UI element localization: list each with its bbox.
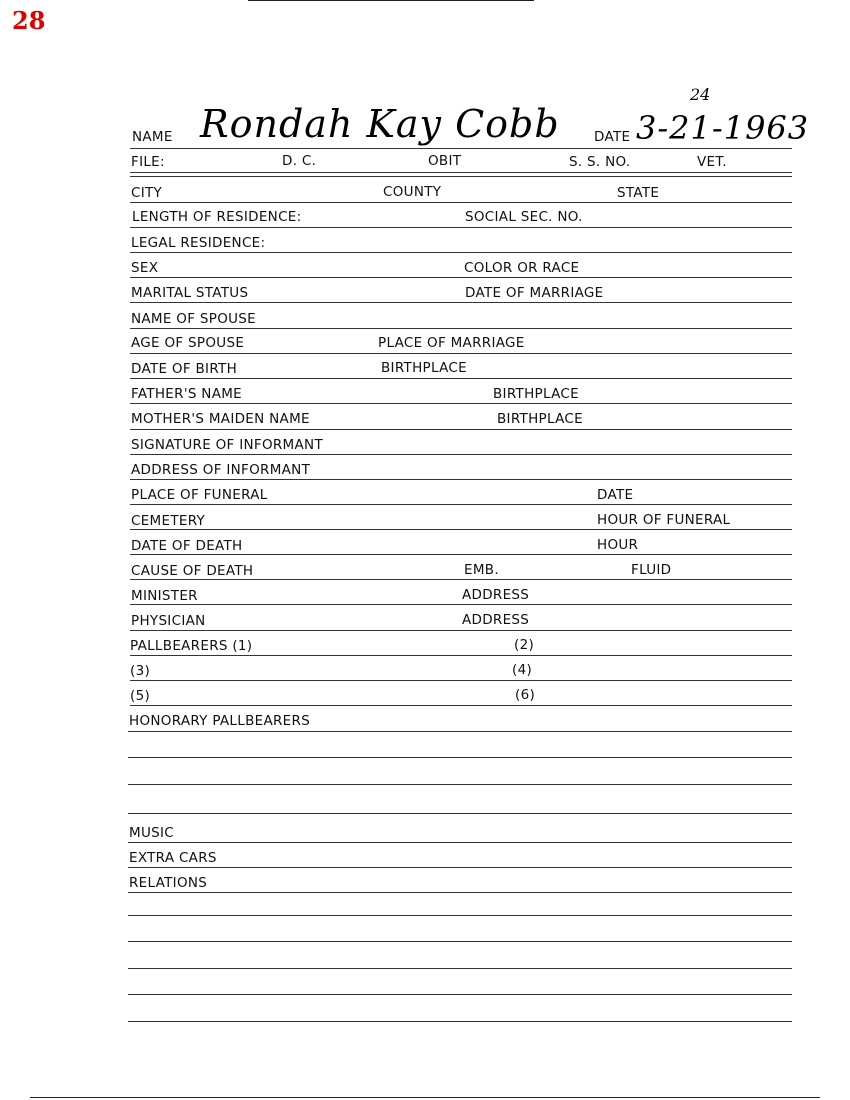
extra-cars-label: EXTRA CARS	[129, 850, 217, 866]
obit-label: OBIT	[428, 153, 462, 169]
dc-label: D. C.	[282, 153, 317, 169]
rule-relations-3	[128, 941, 792, 942]
social-sec-no-label: SOCIAL SEC. NO.	[465, 209, 583, 225]
rule-relations-5	[128, 994, 792, 995]
rule-mother	[130, 429, 792, 430]
place-of-marriage-label: PLACE OF MARRIAGE	[378, 335, 525, 351]
rule-pallbearers-3	[130, 680, 792, 681]
rule-relations-4	[128, 968, 792, 969]
father-birthplace-label: BIRTHPLACE	[493, 386, 579, 402]
funeral-date-label: DATE	[597, 487, 634, 503]
rule-pallbearers-1	[130, 655, 792, 656]
date-of-birth-label: DATE OF BIRTH	[131, 361, 238, 377]
rule-city	[130, 202, 792, 203]
rule-death-date	[130, 554, 792, 555]
sex-label: SEX	[131, 260, 159, 276]
hour-label: HOUR	[597, 537, 639, 553]
top-edge-line	[248, 0, 534, 1]
physician-label: PHYSICIAN	[131, 613, 206, 629]
pallbearers-6-label: (6)	[515, 687, 536, 703]
city-label: CITY	[131, 185, 163, 201]
minister-label: MINISTER	[131, 588, 198, 604]
rule-legal-residence	[130, 252, 792, 253]
rule-spouse-name	[130, 328, 792, 329]
rule-extra-cars	[128, 867, 792, 868]
rule-age-spouse	[130, 353, 792, 354]
rule-funeral-place	[130, 504, 792, 505]
rule-cemetery	[130, 529, 792, 530]
fluid-label: FLUID	[631, 562, 672, 578]
name-value-handwritten: Rondah Kay Cobb	[200, 102, 560, 146]
name-label: NAME	[132, 129, 173, 145]
vet-label: VET.	[697, 154, 727, 170]
pallbearers-1-label: PALLBEARERS (1)	[130, 638, 253, 654]
rule-music	[128, 842, 792, 843]
address-of-informant-label: ADDRESS OF INFORMANT	[131, 462, 311, 478]
fathers-name-label: FATHER'S NAME	[131, 386, 243, 402]
hour-of-funeral-label: HOUR OF FUNERAL	[597, 512, 731, 528]
age-of-spouse-label: AGE OF SPOUSE	[131, 335, 245, 351]
rule-relations-1	[128, 892, 792, 893]
length-of-residence-label: LENGTH OF RESIDENCE:	[132, 209, 302, 225]
color-or-race-label: COLOR OR RACE	[464, 260, 580, 276]
rule-honorary-2	[128, 757, 792, 758]
ssno-label: S. S. NO.	[569, 154, 631, 170]
name-of-spouse-label: NAME OF SPOUSE	[131, 311, 257, 327]
emb-label: EMB.	[464, 562, 499, 578]
marital-status-label: MARITAL STATUS	[131, 285, 249, 301]
legal-residence-label: LEGAL RESIDENCE:	[131, 235, 266, 251]
rule-marital	[130, 302, 792, 303]
cause-of-death-label: CAUSE OF DEATH	[131, 563, 254, 579]
date-value-handwritten: 3-21-1963	[636, 109, 810, 147]
county-label: COUNTY	[383, 184, 442, 200]
file-label: FILE:	[131, 154, 165, 170]
honorary-pallbearers-label: HONORARY PALLBEARERS	[129, 713, 311, 729]
rule-residence	[130, 227, 792, 228]
rule-relations-6	[128, 1021, 792, 1022]
pallbearers-4-label: (4)	[512, 662, 533, 678]
mothers-maiden-name-label: MOTHER'S MAIDEN NAME	[131, 411, 310, 427]
rule-physician	[130, 630, 792, 631]
rule-signature	[130, 454, 792, 455]
rule-cause	[130, 579, 792, 580]
rule-name	[130, 148, 792, 149]
rule-relations-2	[128, 915, 792, 916]
rule-birth	[130, 378, 792, 379]
date-of-marriage-label: DATE OF MARRIAGE	[465, 285, 604, 301]
signature-of-informant-label: SIGNATURE OF INFORMANT	[131, 437, 323, 453]
rule-minister	[130, 604, 792, 605]
date-of-death-label: DATE OF DEATH	[131, 538, 243, 554]
rule-honorary-4	[128, 813, 792, 814]
cemetery-label: CEMETERY	[131, 513, 206, 529]
rule-father	[130, 403, 792, 404]
rule-honorary-1	[128, 731, 792, 732]
rule-honorary-3	[128, 784, 792, 785]
pallbearers-3-label: (3)	[130, 663, 151, 679]
pallbearers-2-label: (2)	[514, 637, 535, 653]
date-label: DATE	[594, 129, 631, 145]
bottom-edge-line	[30, 1097, 820, 1098]
music-label: MUSIC	[129, 825, 175, 841]
date-correction-handwritten: 24	[690, 85, 711, 104]
rule-pallbearers-5	[130, 705, 792, 706]
rule-informant-address	[130, 479, 792, 480]
rule-sex	[130, 277, 792, 278]
mother-birthplace-label: BIRTHPLACE	[497, 411, 583, 427]
state-label: STATE	[617, 185, 660, 201]
place-of-funeral-label: PLACE OF FUNERAL	[131, 487, 268, 503]
relations-label: RELATIONS	[129, 875, 208, 891]
rule-file-b	[130, 176, 792, 177]
page-number: 28	[12, 6, 46, 35]
birthplace-label: BIRTHPLACE	[381, 360, 467, 376]
pallbearers-5-label: (5)	[130, 688, 151, 704]
minister-address-label: ADDRESS	[462, 587, 530, 603]
physician-address-label: ADDRESS	[462, 612, 530, 628]
rule-file-a	[130, 172, 792, 173]
